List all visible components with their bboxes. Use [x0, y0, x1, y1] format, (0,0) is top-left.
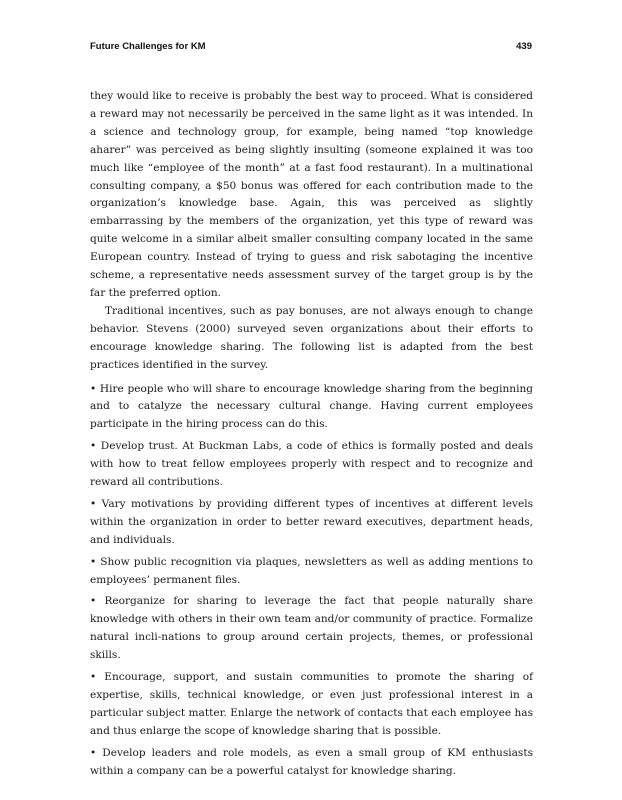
running-header — [90, 41, 532, 57]
paragraph-incentives: Traditional incentives, such as pay bonuses, are not always enough to change behavior. Stevens (2000) surveyed seven organizations about their efforts to encourage knowledge sharing. The following list is adapted from the best practices identified in the survey. — [90, 304, 533, 371]
list-item: • Show public recognition via plaques, newsletters as well as adding mentions to employees’ permanent files. — [90, 555, 533, 586]
chapter-title: Future Challenges for KM — [90, 41, 206, 52]
list-item: • Develop leaders and role models, as even a small group of KM enthusiasts within a company can be a powerful catalyst for knowledge sharing. — [90, 746, 533, 777]
list-item: • Develop trust. At Buckman Labs, a code of ethics is formally posted and deals with how to treat fellow employees properly with respect and to recognize and reward all contributions. — [90, 440, 533, 489]
list-item: • Encourage, support, and sustain communities to promote the sharing of expertise, skills, technical knowledge, or even just professional interest in a particular subject matter. Enlarge the network of contacts that each employee has and thus enlarge the scope of knowledge sharing that is possible. — [90, 671, 533, 737]
body-text — [90, 88, 533, 785]
best-practices-list — [90, 381, 533, 781]
list-item: • Reorganize for sharing to leverage the fact that people naturally share knowledge with others in their own team and/or community of practice. Formalize natural incli-nations to group around certain projects, themes, or professional skills. — [90, 595, 533, 662]
list-item: • Hire people who will share to encourage knowledge sharing from the beginning and to catalyze the necessary cultural change. Having current employees participate in the hiring process can do this. — [90, 382, 533, 431]
page-number: 439 — [516, 41, 532, 52]
list-item: • Vary motivations by providing different types of incentives at different levels within the organization in order to better reward executives, department heads, and individuals. — [90, 497, 533, 546]
paragraph-continued: they would like to receive is probably the best way to proceed. What is considered a reward may not necessarily be perceived in the same light as it was intended. In a science and technology group, for example, being named “top knowledge aharer” was perceived as being slightly insulting (someone explained it was too much like “employee of the month” at a fast food restaurant). In a multinational consulting company, a $50 bonus was offered for each contribution made to the organization’s knowledge base. Again, this was perceived as slightly embarrassing by the members of the organization, yet this type of reward was quite welcome in a similar albeit smaller consulting company located in the same European country. Instead of trying to guess and risk sabotaging the incentive scheme, a representative needs assessment survey of the target group is by the far the preferred option. — [90, 90, 533, 299]
